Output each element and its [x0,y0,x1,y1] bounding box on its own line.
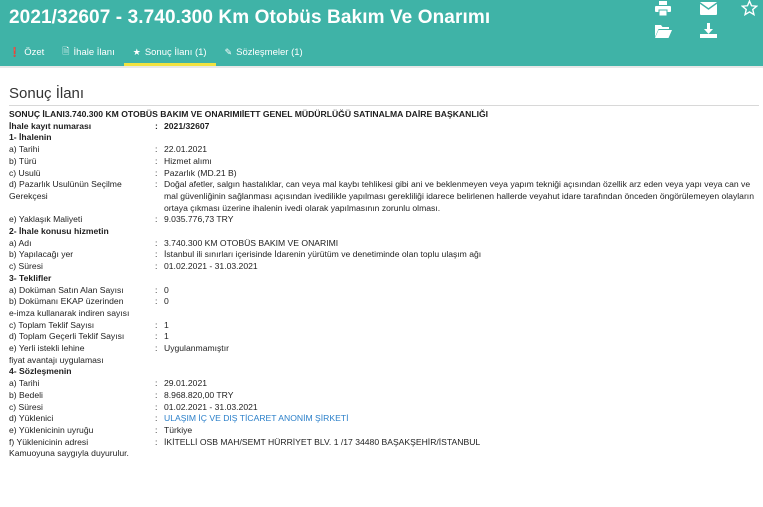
edit-icon: ✎ [224,46,233,57]
tab-label: Sözleşmeler (1) [236,46,303,58]
section-title: Sonuç İlanı [9,85,85,102]
section-heading: 3- Teklifler [9,272,52,283]
field-row: f) Yüklenicinin adresi : İKİTELLİ OSB MAH/SEMT HÜRRİYET BLV. 1 /17 34480 BAŞAKŞEHİR/İSTANBUL [9,437,761,449]
field-value: 9.035.776,73 TRY [164,214,234,225]
tab-label: Sonuç İlanı (1) [144,46,207,58]
section-heading: 1- İhalenin [9,132,52,143]
field-value: Türkiye [164,424,193,435]
field-value: 8.968.820,00 TRY [164,389,234,400]
field-label: a) Tarihi [9,378,40,389]
field-label: e) Yüklenicinin uyruğu [9,424,94,435]
contractor-link[interactable]: ULAŞIM İÇ VE DIŞ TİCARET ANONİM ŞİRKETİ [164,413,349,424]
field-row: b) Yapılacağı yer : İstanbul ili sınırları içerisinde İdarenin yürütüm ve denetiminde olan toplu ulaşım ağı [9,249,761,261]
tab-ihale-ilani[interactable] [53,38,123,66]
field-label: a) Doküman Satın Alan Sayısı [9,284,124,295]
field-row: c) Süresi : 01.02.2021 - 31.03.2021 [9,402,761,414]
download-icon[interactable] [700,23,718,39]
field-label: c) Süresi [9,261,43,272]
field-label: c) Toplam Teklif Sayısı [9,319,95,330]
field-row: c) Süresi : 01.02.2021 - 31.03.2021 [9,261,761,273]
field-row: d) Pazarlık Usulünün Seçilme Gerekçesi : Doğal afetler, salgın hastalıklar, can veya mal kaybı tehlikesi gibi ani ve beklenmeyen veya yapım tekniği açısından özellik arz eden veya yapı veya can ve mal güvenliğinin sağlanması açısından ivedilikle yapılması gerekliliği idarece belirlenen hallerde veyahut idare tarafından önceden öngörülemeyen olayların ortaya çıkması üzerine ihalenin ivedi olarak yapılmasının zorunlu olması. [9,179,761,214]
mail-icon[interactable] [700,2,718,18]
field-value: 1 [164,331,169,342]
tab-label: İhale İlanı [73,46,115,58]
field-value: 0 [164,284,169,295]
field-label: b) Bedeli [9,389,43,400]
main-content [0,66,763,507]
field-value: 2021/32607 [164,120,210,131]
registry-row: İhale kayıt numarası : 2021/32607 [9,121,761,133]
field-value: Pazarlık (MD.21 B) [164,167,237,178]
field-value: 0 [164,296,169,307]
field-label: a) Adı [9,237,32,248]
folder-open-icon[interactable] [655,24,673,40]
field-row: b) Bedeli : 8.968.820,00 TRY [9,390,761,402]
field-label: f) Yüklenicinin adresi [9,436,89,447]
closing-text: Kamuoyuna saygıyla duyurulur. [9,448,129,459]
field-value: İKİTELLİ OSB MAH/SEMT HÜRRİYET BLV. 1 /17 34480 BAŞAKŞEHİR/İSTANBUL [164,436,481,447]
field-label: b) Yapılacağı yer [9,249,74,260]
page-title: 2021/32607 - 3.740.300 Km Otobüs Bakım Ve Onarımı [9,7,491,28]
field-value: 01.02.2021 - 31.03.2021 [164,261,258,272]
document-icon: 🗎 [62,46,70,56]
tab-label: Özet [24,46,45,58]
field-value: Uygulanmamıştır [164,343,229,354]
field-label: e) Yaklaşık Maliyeti [9,214,83,225]
star-icon[interactable] [741,0,759,16]
field-label: b) Dokümanı EKAP üzerinden e-imza kullanarak indiren sayısı [9,296,130,318]
field-row: a) Tarihi : 22.01.2021 [9,144,761,156]
field-value: 1 [164,319,169,330]
field-value: 22.01.2021 [164,144,208,155]
notice-heading: SONUÇ İLANI3.740.300 KM OTOBÜS BAKIM VE ONARIMIİETT GENEL MÜDÜRLÜĞÜ SATINALMA DAİRE BAŞKANLIĞI [9,109,489,119]
field-value: Doğal afetler, salgın hastalıklar, can veya mal kaybı tehlikesi gibi ani ve beklenmeyen veya yapım tekniği açısından özellik arz eden veya yapı veya can ve mal güvenliğinin sağlanması açısından ivedilikle yapılması gerekliliği idarece belirlenen hallerde veyahut idare tarafından önceden öngörülemeyen olayların ortaya çıkması üzerine ihalenin ivedi olarak yapılmasının zorunlu olması. [164,179,754,213]
field-row: a) Doküman Satın Alan Sayısı : 0 [9,285,761,297]
print-icon[interactable] [655,1,673,17]
field-row: e) Yaklaşık Maliyeti : 9.035.776,73 TRY [9,214,761,226]
field-label: d) Yüklenici [9,413,54,424]
field-row: d) Toplam Geçerli Teklif Sayısı : 1 [9,331,761,343]
field-row: a) Adı : 3.740.300 KM OTOBÜS BAKIM VE ONARIMI [9,238,761,250]
field-label: c) Süresi [9,401,43,412]
field-value: Hizmet alımı [164,155,212,166]
field-row: b) Dokümanı EKAP üzerinden e-imza kullanarak indiren sayısı : 0 [9,296,761,319]
section-divider [9,105,759,106]
info-icon: ❗ [9,46,21,57]
field-row: b) Türü : Hizmet alımı [9,156,761,168]
field-value: İstanbul ili sınırları içerisinde İdarenin yürütüm ve denetiminde olan toplu ulaşım ağı [164,249,482,260]
field-label: İhale kayıt numarası [9,120,92,131]
field-label: d) Pazarlık Usulünün Seçilme Gerekçesi [9,179,122,201]
tab-ozet[interactable] [0,38,53,66]
field-row: e) Yerli istekli lehine fiyat avantajı uygulaması : Uygulanmamıştır [9,343,761,366]
tab-bar [0,38,312,66]
section-heading: 2- İhale konusu hizmetin [9,226,109,237]
trophy-icon: ★ [132,46,141,57]
field-row: e) Yüklenicinin uyruğu : Türkiye [9,425,761,437]
field-value: 01.02.2021 - 31.03.2021 [164,401,258,412]
tab-sonuc-ilani[interactable] [124,38,216,66]
result-notice [9,109,761,460]
section-heading: 4- Sözleşmenin [9,366,72,377]
field-label: b) Türü [9,155,37,166]
field-label: d) Toplam Geçerli Teklif Sayısı [9,331,125,342]
header-bar [0,0,763,66]
field-label: e) Yerli istekli lehine fiyat avantajı uygulaması [9,343,104,365]
tab-sozlesmeler[interactable] [216,38,312,66]
field-row: d) Yüklenici : ULAŞIM İÇ VE DIŞ TİCARET ANONİM ŞİRKETİ [9,413,761,425]
field-label: c) Usulü [9,167,41,178]
field-label: a) Tarihi [9,144,40,155]
field-value: 29.01.2021 [164,378,208,389]
field-value: 3.740.300 KM OTOBÜS BAKIM VE ONARIMI [164,237,339,248]
field-row: a) Tarihi : 29.01.2021 [9,378,761,390]
field-row: c) Toplam Teklif Sayısı : 1 [9,320,761,332]
field-row: c) Usulü : Pazarlık (MD.21 B) [9,168,761,180]
